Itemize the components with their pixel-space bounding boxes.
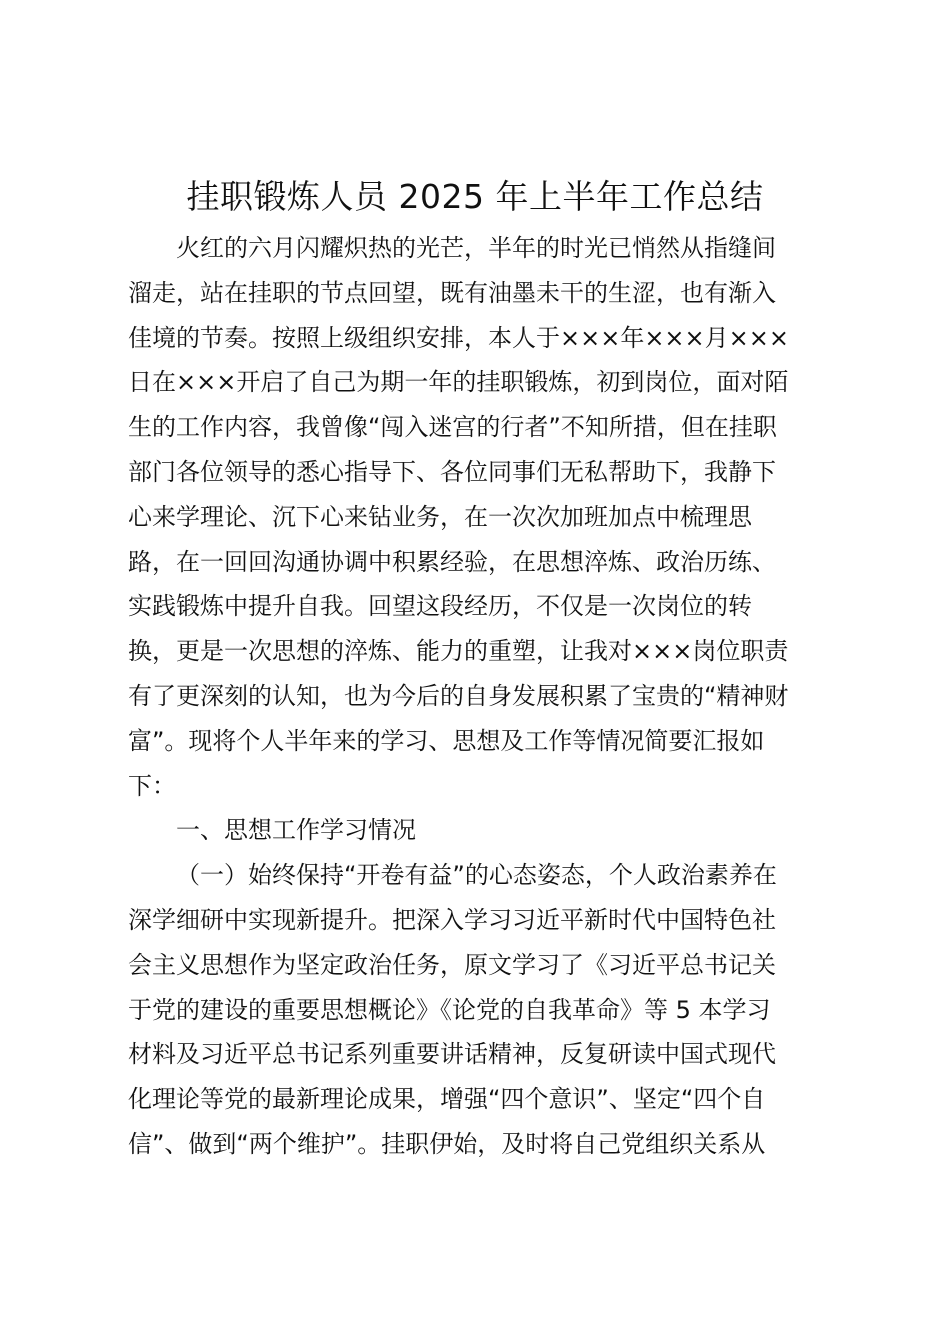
body-line: 日在×××开启了自己为期一年的挂职锻炼，初到岗位，面对陌 <box>128 368 789 397</box>
body-line: 材料及习近平总书记系列重要讲话精神，反复研读中国式现代 <box>128 1040 776 1069</box>
body-line: 佳境的节奏。按照上级组织安排，本人于×××年×××月××× <box>128 323 789 352</box>
body-line: 路，在一回回沟通协调中积累经验，在思想淬炼、政治历练、 <box>128 547 776 576</box>
body-line: 富”。现将个人半年来的学习、思想及工作等情况简要汇报如 <box>128 726 765 755</box>
body-line: 心来学理论、沉下心来钻业务，在一次次加班加点中梳理思 <box>128 502 752 531</box>
body-line: 实践锻炼中提升自我。回望这段经历，不仅是一次岗位的转 <box>128 592 752 621</box>
body-line: 深学细研中实现新提升。把深入学习习近平新时代中国特色社 <box>128 906 776 934</box>
body-line: 化理论等党的最新理论成果，增强“四个意识”、坚定“四个自 <box>128 1085 766 1114</box>
body-line: 有了更深刻的认知，也为今后的自身发展积累了宝贵的“精神财 <box>128 682 789 710</box>
body-line: 换，更是一次思想的淬炼、能力的重塑，让我对×××岗位职责 <box>128 637 789 666</box>
body-line: 部门各位领导的悉心指导下、各位同事们无私帮助下，我静下 <box>128 458 776 486</box>
body-line: 火红的六月闪耀炽热的光芒，半年的时光已悄然从指缝间 <box>176 234 776 262</box>
body-line: （一）始终保持“开卷有益”的心态姿态，个人政治素养在 <box>176 861 777 890</box>
body-line: 生的工作内容，我曾像“闯入迷宫的行者”不知所措，但在挂职 <box>128 413 777 442</box>
body-line: 于党的建设的重要思想概论》《论党的自我革命》等 5 本学习 <box>128 995 771 1024</box>
body-line: 会主义思想作为坚定政治任务，原文学习了《习近平总书记关 <box>128 950 776 979</box>
body-line: 信”、做到“两个维护”。挂职伊始，及时将自己党组织关系从 <box>128 1130 766 1158</box>
section-heading: 一、思想工作学习情况 <box>176 816 416 845</box>
body-line: 溜走，站在挂职的节点回望，既有油墨未干的生涩，也有渐入 <box>128 278 776 307</box>
document-title: 挂职锻炼人员 2025 年上半年工作总结 <box>186 177 764 216</box>
body-line: 下： <box>128 771 176 800</box>
